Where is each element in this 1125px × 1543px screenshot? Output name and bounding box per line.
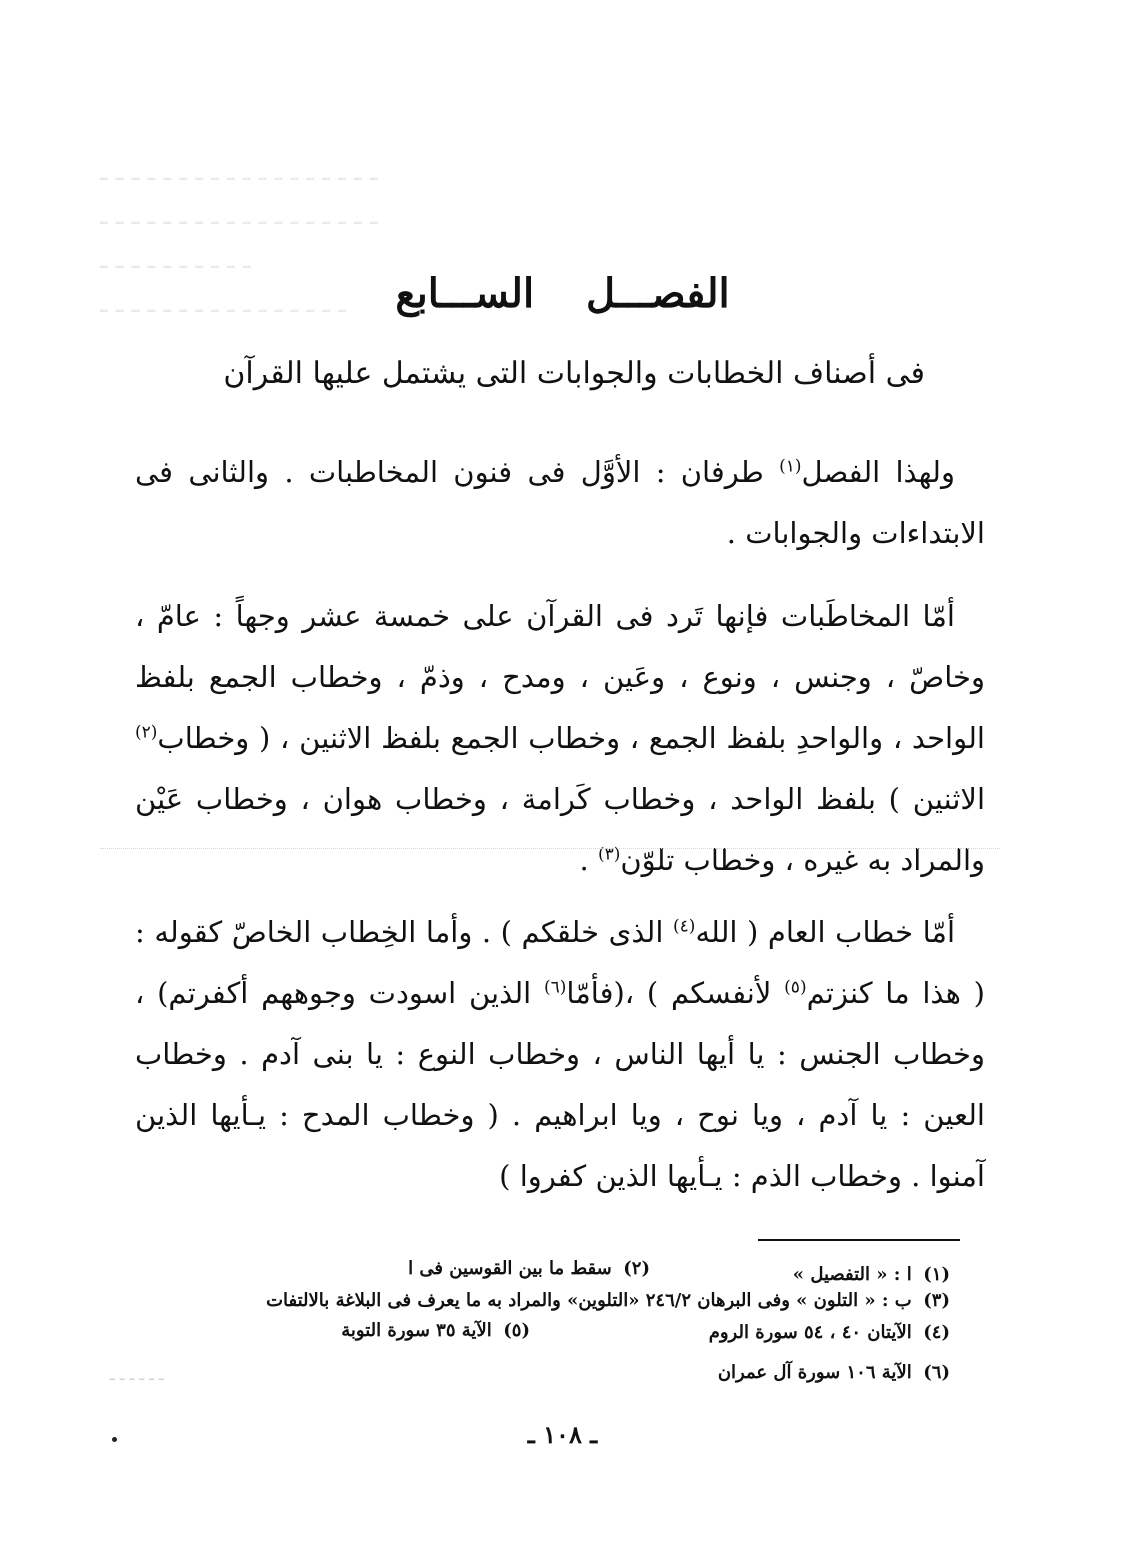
chapter-title	[0, 270, 1125, 317]
chapter-title-word: الفصـــل	[586, 270, 730, 317]
scan-speck	[112, 1437, 117, 1442]
bleed-line: ـ ـ ـ ـ ـ ـ ـ ـ ـ ـ ـ ـ ـ ـ ـ ـ ـ ـ	[100, 157, 378, 187]
footnote-marker: (١)	[779, 456, 802, 477]
paragraph-text: الذى خلقكم ) . وأما الخِطاب الخاصّ كقوله : ( هذا ما كنزتم	[135, 915, 985, 1010]
footnote-text: الآية ١٠٦ سورة آل عمران	[717, 1362, 912, 1383]
chapter-title-word: الســـابع	[395, 270, 535, 317]
footnote-text: سقط ما بين القوسين فى ا	[408, 1258, 612, 1279]
paragraph-text: طرفان : الأوَّل فى فنون المخاطبات . والثانى فى الابتداءات والجوابات .	[135, 455, 985, 550]
chapter-subtitle: فى أصناف الخطابات والجوابات التى يشتمل عليها القرآن	[223, 356, 925, 391]
paragraph-address-types	[135, 586, 985, 891]
bleed-line: ـ ـ ـ ـ ـ ـ ـ ـ ـ ـ ـ ـ ـ ـ ـ ـ	[100, 289, 346, 319]
footnote-marker: (٣)	[597, 844, 621, 865]
paragraph-text: أمّا خطاب العام ( الله	[695, 915, 955, 949]
footnote-text: ب : « التلون » وفى البرهان ٢٤٦/٢ «التلوين» والمراد به ما يعرف فى البلاغة بالالتفات	[266, 1290, 912, 1311]
paragraph-text: لأنفسكم ) ،(فأمّا	[566, 976, 785, 1010]
footnote-number: (٦)	[923, 1362, 950, 1383]
paragraph-examples	[135, 902, 985, 1207]
footnote	[793, 1262, 950, 1288]
scan-artifact	[100, 848, 1000, 849]
footnote	[709, 1320, 950, 1346]
paragraph-text: .	[579, 843, 598, 877]
footnote-marker: (٢)	[135, 722, 158, 743]
footnote	[408, 1256, 650, 1282]
paragraph-text: الذين اسودت وجوههم أكفرتم) ، وخطاب الجنس : يا أيها الناس ، وخطاب النوع : يا بنى آدم . وخطاب العين : يا آدم ، ويا نوح ، ويا ابراهيم . ( وخطاب المدح : يـأيها الذين آمنوا . وخطاب الذم : يـأيها الذين كفروا )	[135, 976, 985, 1193]
footnote-text: الآيتان ٤٠ ، ٥٤ سورة الروم	[708, 1322, 912, 1343]
footnote-number: (٥)	[503, 1320, 530, 1341]
footnote-text: ا : « التفصيل »	[792, 1264, 912, 1285]
footnote-number: (٤)	[923, 1322, 950, 1343]
footnote-divider	[758, 1239, 960, 1241]
footnote-number: (٣)	[923, 1290, 950, 1311]
bleed-line: ـ ـ ـ ـ ـ ـ ـ ـ ـ ـ ـ ـ ـ ـ ـ ـ ـ ـ	[100, 201, 378, 231]
paragraph-text: ولهذا الفصل	[801, 455, 955, 489]
paragraph-intro	[135, 442, 985, 564]
footnote-marker: (٤)	[673, 916, 696, 937]
footnote-marker: (٦)	[543, 977, 567, 998]
footnote-number: (٢)	[623, 1258, 650, 1279]
footnote	[266, 1288, 950, 1314]
page-number: ـ ١٠٨ ـ	[527, 1420, 598, 1449]
footnote-number: (١)	[923, 1264, 950, 1285]
bleed-line: ـ ـ ـ ـ ـ ـ ـ ـ ـ ـ	[100, 245, 251, 275]
footnote-marker: (٥)	[784, 977, 807, 998]
paragraph-text: أمّا المخاطَبات فإنها تَرد فى القرآن على خمسة عشر وجهاً : عامّ ، وخاصّ ، وجنس ، ونوع ، وعَين ، ومدح ، وذمّ ، وخطاب الجمع بلفظ الواحد ، والواحدِ بلفظ الجمع ، وخطاب الجمع بلفظ الاثنين ، ( وخطاب	[135, 599, 985, 755]
footnote	[341, 1318, 530, 1344]
bleed-through-footnote: ـ ـ ـ ـ ـ ـ	[110, 1365, 164, 1384]
paragraph-text: الاثنين ) بلفظ الواحد ، وخطاب كَرامة ، وخطاب هوان ، وخطاب عَيْن والمراد به غيره ، وخطاب تلوّن	[135, 782, 985, 877]
footnote-text: الآية ٣٥ سورة التوبة	[341, 1320, 492, 1341]
footnote	[718, 1360, 950, 1386]
